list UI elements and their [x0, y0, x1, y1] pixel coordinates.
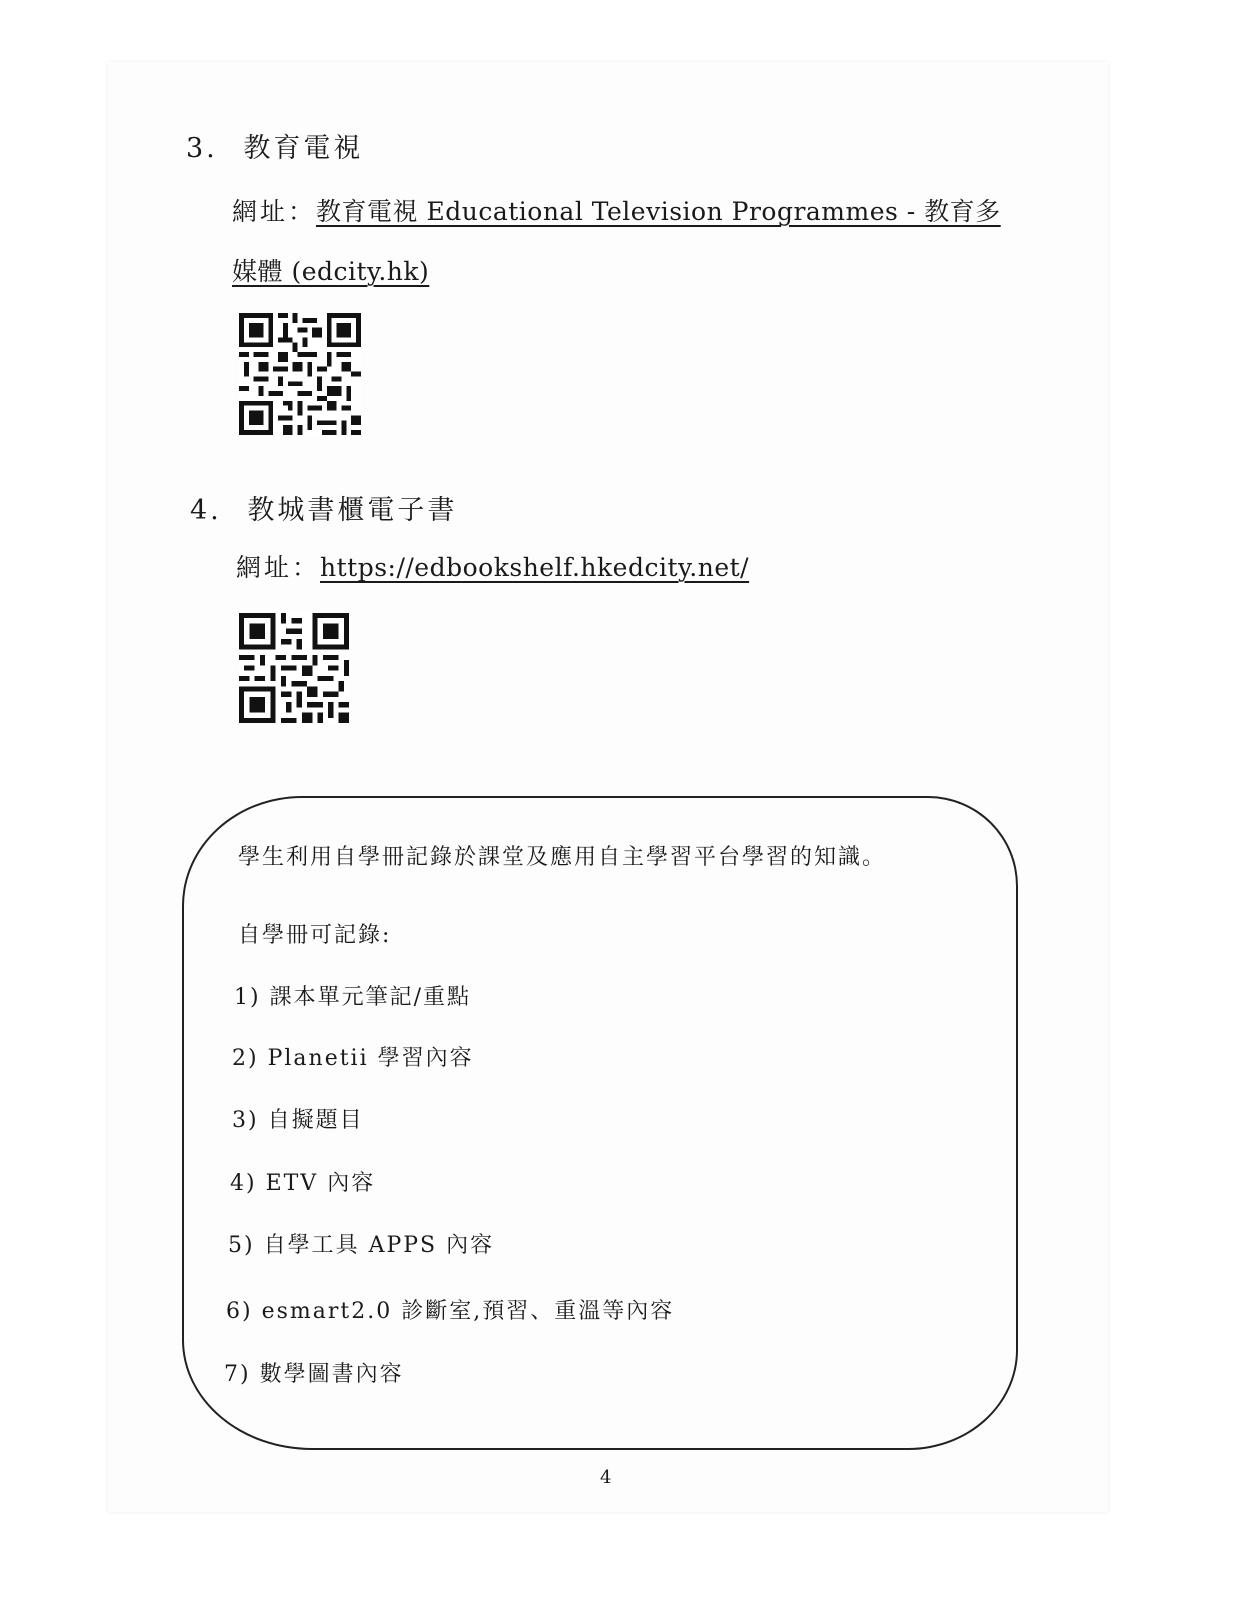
section-4-title: 教城書櫃電子書	[247, 495, 458, 526]
note-list-item: 3) 自擬題目	[232, 1108, 364, 1133]
note-intro: 學生利用自學冊記錄於課堂及應用自主學習平台學習的知識。	[238, 845, 887, 870]
section-4-heading	[190, 488, 457, 527]
section-3-url-link-continued[interactable]: 媒體 (edcity.hk)	[232, 257, 430, 286]
section-3-title: 教育電視	[243, 133, 364, 164]
note-list-item: 2) Planetii 學習內容	[232, 1046, 474, 1071]
section-3-number: 3.	[186, 133, 218, 164]
note-list-item: 1) 課本單元筆記/重點	[234, 985, 471, 1010]
qr-code-icon	[238, 313, 362, 435]
section-3-url-link[interactable]: 教育電視 Educational Television Programmes - 教育多	[316, 197, 1001, 226]
section-4-number: 4.	[190, 495, 222, 526]
section-3-heading	[186, 126, 363, 165]
qr-code-icon	[236, 613, 352, 723]
note-list-item: 4) ETV 內容	[230, 1171, 376, 1196]
section-3-url-label: 網址：	[232, 197, 317, 226]
note-list-item: 5) 自學工具 APPS 內容	[228, 1233, 495, 1258]
section-4-url-line	[236, 548, 749, 584]
note-list-item: 7) 數學圖書內容	[224, 1362, 404, 1387]
note-list-item: 6) esmart2.0 診斷室,預習、重溫等內容	[226, 1299, 675, 1324]
section-4-url-link[interactable]: https://edbookshelf.hkedcity.net/	[320, 553, 750, 582]
page-number: 4	[600, 1467, 612, 1488]
section-3-url-line-1	[232, 192, 1001, 228]
section-4-url-label: 網址：	[236, 553, 321, 582]
section-3-url-line-2	[232, 252, 429, 288]
note-list-title: 自學冊可記錄:	[238, 923, 392, 948]
